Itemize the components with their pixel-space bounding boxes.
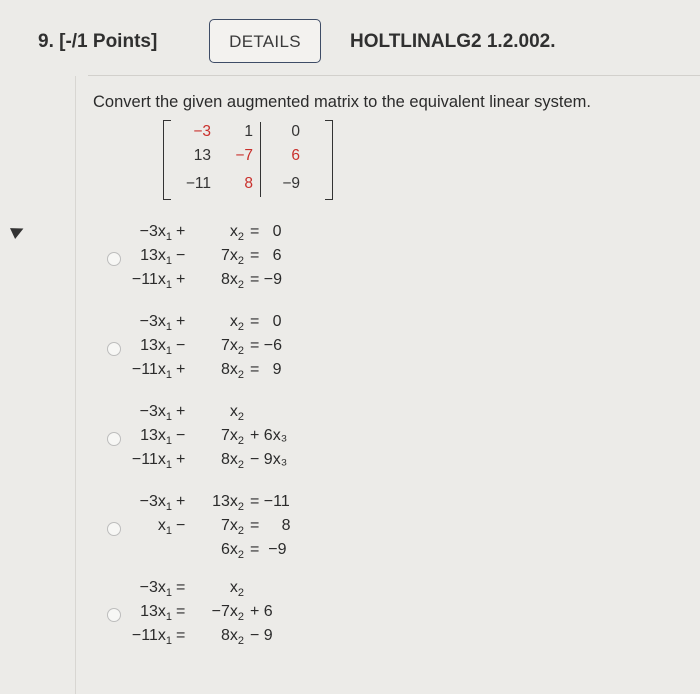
equation-term: $8x_2$ xyxy=(220,627,244,648)
equation-lhs: $-3x_1$ xyxy=(139,579,172,600)
equation-rhs: = 0 xyxy=(250,313,282,330)
equation-operator: + xyxy=(176,223,186,240)
equation-operator: + xyxy=(176,271,186,288)
equation-operator: = xyxy=(176,603,186,620)
equation-lhs: $13x_1$ xyxy=(140,603,172,624)
matrix-cell: 0 xyxy=(291,123,300,140)
matrix-cell: 8 xyxy=(244,175,253,192)
equation-operator: + xyxy=(176,313,186,330)
matrix-left-bracket xyxy=(163,120,171,200)
equation-lhs: $-11x_1$ xyxy=(131,271,172,292)
equation-lhs: $-3x_1$ xyxy=(139,313,172,334)
equation-term: $x_2$ xyxy=(229,223,244,244)
answer-radio-4[interactable] xyxy=(107,522,121,536)
equation-lhs: $-11x_1$ xyxy=(131,361,172,382)
equation-term: $13x_2$ xyxy=(212,493,244,514)
equation-rhs: = −6 xyxy=(250,337,283,354)
equation-term: $8x_2$ xyxy=(220,451,244,472)
augmented-matrix xyxy=(163,120,333,200)
matrix-cell: −11 xyxy=(185,175,211,192)
equation-lhs: $13x_1$ xyxy=(140,247,172,268)
answer-radio-3[interactable] xyxy=(107,432,121,446)
matrix-cell: −9 xyxy=(282,175,300,192)
pointer-cursor-icon xyxy=(10,223,26,239)
matrix-cell: 13 xyxy=(193,147,211,164)
equation-term: $8x_2$ xyxy=(220,361,244,382)
equation-term: $-7x_2$ xyxy=(211,603,244,624)
equation-lhs: $-11x_1$ xyxy=(131,627,172,648)
equation-term: $7x_2$ xyxy=(220,427,244,448)
equation-lhs: $-3x_1$ xyxy=(139,223,172,244)
equation-operator: − xyxy=(176,247,186,264)
equation-term: $7x_2$ xyxy=(220,337,244,358)
equation-rhs: = 6 xyxy=(250,247,282,264)
equation-lhs: $-3x_1$ xyxy=(139,403,172,424)
question-prompt: Convert the given augmented matrix to the equivalent linear system. xyxy=(93,93,592,111)
left-gutter-line xyxy=(75,76,76,694)
equation-rhs: = −11 xyxy=(250,493,290,510)
equation-term: $x_2$ xyxy=(229,313,244,334)
equation-lhs: $13x_1$ xyxy=(140,337,172,358)
equation-rhs: − 9x₃ xyxy=(250,451,288,468)
equation-term: $7x_2$ xyxy=(220,517,244,538)
matrix-cell: −7 xyxy=(235,147,253,164)
equation-term: $7x_2$ xyxy=(220,247,244,268)
equation-term: $x_2$ xyxy=(229,403,244,424)
equation-rhs: = 0 xyxy=(250,223,282,240)
equation-operator: − xyxy=(176,517,186,534)
equation-operator: − xyxy=(176,427,186,444)
matrix-cell: 1 xyxy=(244,123,253,140)
header-divider xyxy=(88,75,700,76)
course-code: HOLTLINALG2 1.2.002. xyxy=(350,31,556,52)
answer-radio-2[interactable] xyxy=(107,342,121,356)
equation-operator: + xyxy=(176,361,186,378)
equation-rhs: − 9 xyxy=(250,627,273,644)
answer-radio-5[interactable] xyxy=(107,608,121,622)
equation-lhs: $-11x_1$ xyxy=(131,451,172,472)
equation-operator: = xyxy=(176,579,186,596)
equation-operator: + xyxy=(176,451,186,468)
answer-radio-1[interactable] xyxy=(107,252,121,266)
equation-term: $6x_2$ xyxy=(220,541,244,562)
matrix-right-bracket xyxy=(325,120,333,200)
equation-rhs: = 8 xyxy=(250,517,291,534)
matrix-cell: 6 xyxy=(291,147,300,164)
equation-lhs: $-3x_1$ xyxy=(139,493,172,514)
equation-rhs: + 6 xyxy=(250,603,273,620)
equation-lhs: $13x_1$ xyxy=(140,427,172,448)
equation-rhs: = 9 xyxy=(250,361,282,378)
equation-rhs: = −9 xyxy=(250,271,283,288)
equation-term: $8x_2$ xyxy=(220,271,244,292)
equation-operator: = xyxy=(176,627,186,644)
equation-operator: − xyxy=(176,337,186,354)
equation-operator: + xyxy=(176,493,186,510)
equation-rhs: = −9 xyxy=(250,541,287,558)
details-button[interactable]: DETAILS xyxy=(209,19,321,63)
matrix-cell: −3 xyxy=(193,123,211,140)
equation-lhs: $x_1$ xyxy=(157,517,172,538)
equation-rhs: + 6x₃ xyxy=(250,427,288,444)
equation-operator: + xyxy=(176,403,186,420)
question-number: 9. [-/1 Points] xyxy=(38,31,158,52)
equation-term: $x_2$ xyxy=(229,579,244,600)
